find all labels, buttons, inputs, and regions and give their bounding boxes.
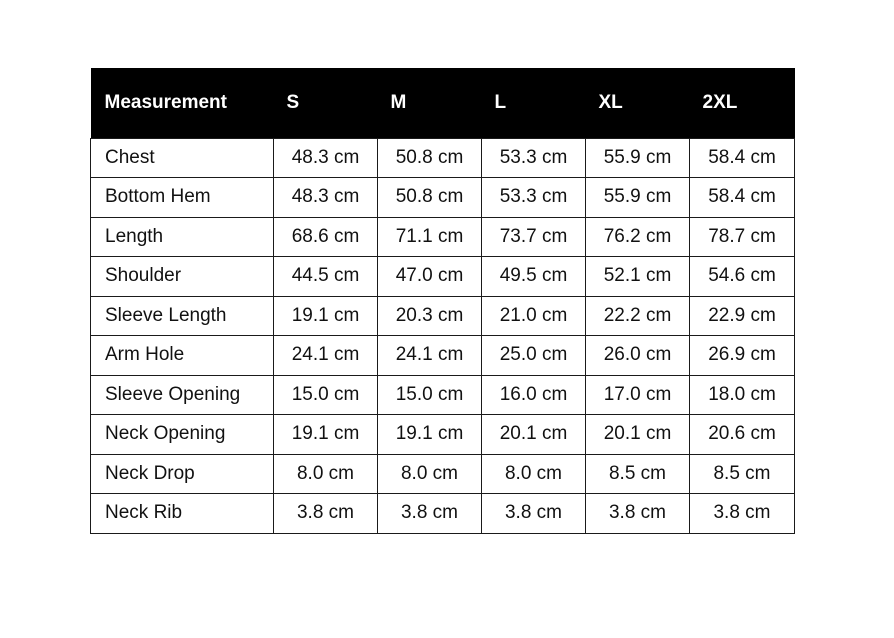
table-cell: 52.1 cm [586, 257, 690, 297]
table-row [91, 257, 795, 297]
table-cell: 71.1 cm [378, 217, 482, 257]
table-cell: 3.8 cm [378, 494, 482, 534]
table-cell: 55.9 cm [586, 178, 690, 218]
table-cell: 20.3 cm [378, 296, 482, 336]
table-cell: 19.1 cm [274, 296, 378, 336]
table-cell: 8.0 cm [482, 454, 586, 494]
table-cell: 20.1 cm [586, 415, 690, 455]
table-cell: 53.3 cm [482, 138, 586, 178]
row-label-shoulder: Shoulder [91, 257, 274, 297]
table-cell: 73.7 cm [482, 217, 586, 257]
table-cell: 21.0 cm [482, 296, 586, 336]
table-row [91, 336, 795, 376]
table-row [91, 217, 795, 257]
table-cell: 15.0 cm [274, 375, 378, 415]
row-label-arm-hole: Arm Hole [91, 336, 274, 376]
table-cell: 50.8 cm [378, 138, 482, 178]
table-row [91, 415, 795, 455]
table-cell: 47.0 cm [378, 257, 482, 297]
table-cell: 68.6 cm [274, 217, 378, 257]
table-cell: 24.1 cm [274, 336, 378, 376]
size-chart-header [91, 68, 795, 138]
table-cell: 18.0 cm [690, 375, 795, 415]
table-cell: 3.8 cm [274, 494, 378, 534]
row-label-chest: Chest [91, 138, 274, 178]
table-cell: 26.0 cm [586, 336, 690, 376]
table-cell: 58.4 cm [690, 178, 795, 218]
row-label-neck-opening: Neck Opening [91, 415, 274, 455]
table-cell: 19.1 cm [378, 415, 482, 455]
table-cell: 3.8 cm [690, 494, 795, 534]
table-cell: 16.0 cm [482, 375, 586, 415]
table-row [91, 178, 795, 218]
table-cell: 78.7 cm [690, 217, 795, 257]
table-cell: 20.6 cm [690, 415, 795, 455]
row-label-neck-drop: Neck Drop [91, 454, 274, 494]
table-cell: 48.3 cm [274, 138, 378, 178]
table-cell: 22.9 cm [690, 296, 795, 336]
table-cell: 54.6 cm [690, 257, 795, 297]
table-row [91, 454, 795, 494]
table-cell: 49.5 cm [482, 257, 586, 297]
table-cell: 3.8 cm [482, 494, 586, 534]
table-cell: 15.0 cm [378, 375, 482, 415]
table-cell: 50.8 cm [378, 178, 482, 218]
header-size-m: M [390, 91, 407, 113]
header-size-xl: XL [598, 91, 623, 113]
table-cell: 8.0 cm [378, 454, 482, 494]
table-cell: 22.2 cm [586, 296, 690, 336]
table-row [91, 494, 795, 534]
table-cell: 53.3 cm [482, 178, 586, 218]
header-size-s: S [286, 91, 300, 113]
header-size-l: L [494, 91, 507, 113]
table-cell: 76.2 cm [586, 217, 690, 257]
row-label-length: Length [91, 217, 274, 257]
table-cell: 8.0 cm [274, 454, 378, 494]
header-measurement: Measurement [104, 91, 227, 113]
header-size-2xl: 2XL [702, 91, 738, 113]
size-chart-table [90, 68, 795, 534]
table-cell: 58.4 cm [690, 138, 795, 178]
table-cell: 8.5 cm [690, 454, 795, 494]
table-cell: 20.1 cm [482, 415, 586, 455]
row-label-neck-rib: Neck Rib [91, 494, 274, 534]
table-cell: 19.1 cm [274, 415, 378, 455]
size-chart-body [91, 138, 795, 533]
row-label-sleeve-length: Sleeve Length [91, 296, 274, 336]
table-cell: 8.5 cm [586, 454, 690, 494]
row-label-bottom-hem: Bottom Hem [91, 178, 274, 218]
header-row [91, 68, 795, 138]
table-row [91, 138, 795, 178]
table-cell: 17.0 cm [586, 375, 690, 415]
row-label-sleeve-opening: Sleeve Opening [91, 375, 274, 415]
table-cell: 55.9 cm [586, 138, 690, 178]
table-row [91, 296, 795, 336]
table-cell: 3.8 cm [586, 494, 690, 534]
table-cell: 48.3 cm [274, 178, 378, 218]
table-row [91, 375, 795, 415]
table-cell: 24.1 cm [378, 336, 482, 376]
table-cell: 25.0 cm [482, 336, 586, 376]
table-cell: 26.9 cm [690, 336, 795, 376]
table-cell: 44.5 cm [274, 257, 378, 297]
